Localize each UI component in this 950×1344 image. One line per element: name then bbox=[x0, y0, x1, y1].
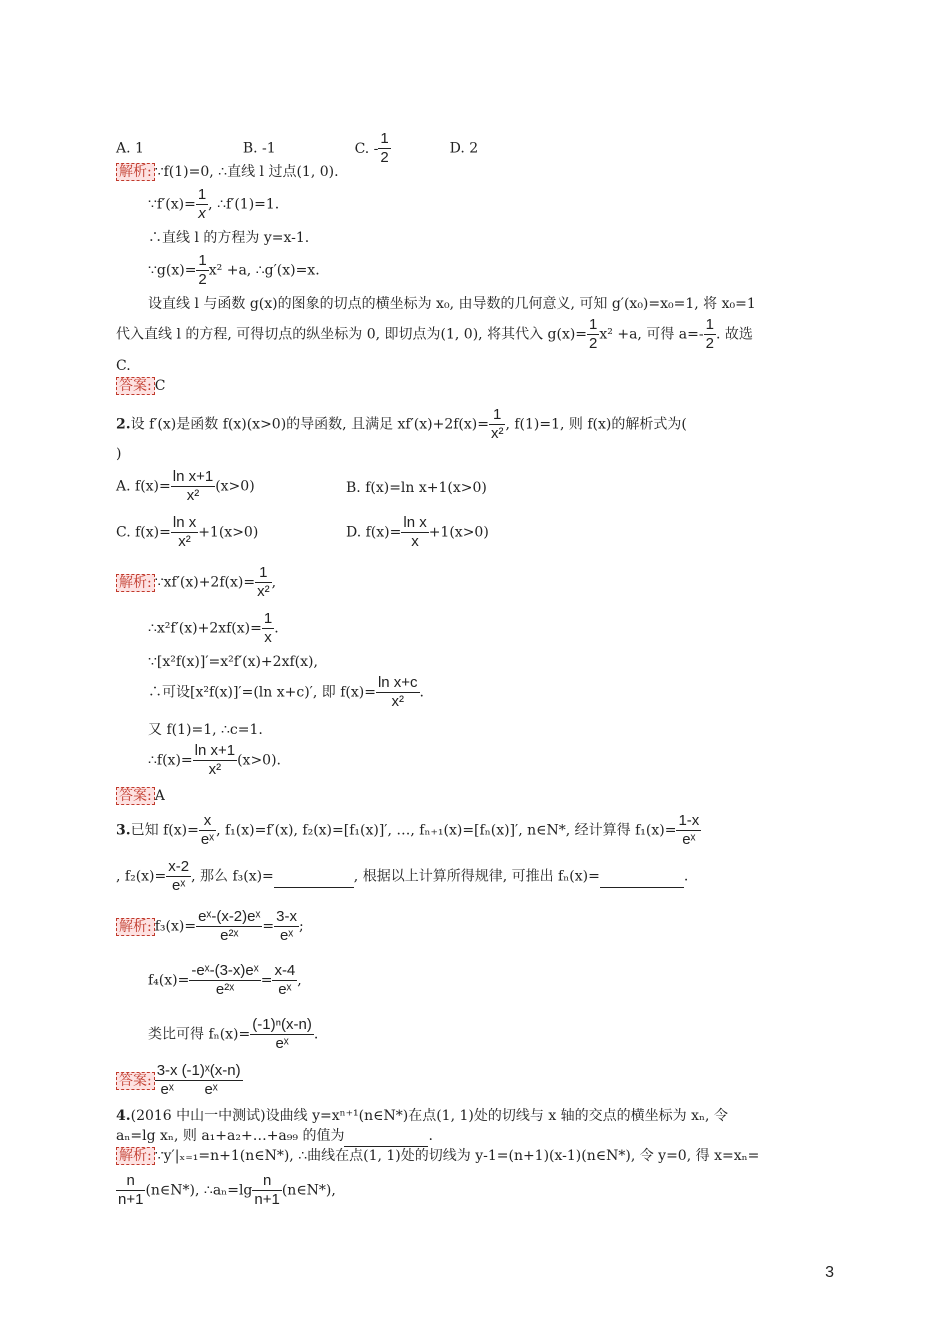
answer-blank bbox=[600, 867, 684, 888]
page-number: 3 bbox=[825, 1264, 834, 1281]
answer-tag: 答案: bbox=[116, 787, 155, 805]
q1-answer: 答案: C bbox=[116, 376, 165, 396]
q3-analysis-line-3: 类比可得 fₙ(x)= $\frac{\text{(-1)ⁿ(x-n)}}{\text{eˣ}}$ . bbox=[148, 1016, 319, 1052]
q2-option-a: A. f(x)= $\frac{\text{ln x+1}}{\text{x²}}$ (x>0) bbox=[116, 468, 255, 504]
q2-answer: 答案: A bbox=[116, 786, 165, 806]
analysis-tag: 解析: bbox=[116, 918, 155, 936]
q2-option-b: B. f(x)=ln x+1(x>0) bbox=[346, 480, 487, 496]
q4-analysis-line-2: $\frac{n}{n+1}$ (n∈N*), ∴aₙ=lg $\frac{n}{n+1}$ (n∈N*), bbox=[118, 1172, 336, 1208]
q1-analysis-line-5: 设直线 l 与函数 g(x)的图象的切点的横坐标为 x₀, 由导数的几何意义, 可知 g′(x₀)=x₀=1, 将 x₀=1 bbox=[148, 296, 756, 312]
q3-answer: 答案: $\frac{3-x}{\text{eˣ}}$ $\frac{\text{(-1)ˣ(x-n)}}{\text{eˣ}}$ bbox=[116, 1062, 243, 1099]
q1-analysis-line-6: 代入直线 l 的方程, 可得切点的纵坐标为 0, 即切点为(1, 0), 将其代入 g(x)= $\frac{1}{2}$ x² +a, 可得 a=- $\frac{1}{2}$ . 故选 bbox=[116, 316, 753, 352]
q3-stem-line-2: , f₂(x)= $\frac{x-2}{\text{eˣ}}$ , 那么 f₃(x)= , 根据以上计算所得规律, 可推出 fₙ(x)= . bbox=[116, 858, 689, 894]
q1-analysis-line-3: ∴直线 l 的方程为 y=x-1. bbox=[148, 230, 310, 246]
q1-analysis-line-1: 解析: ∵f(1)=0, ∴直线 l 过点(1, 0). bbox=[116, 162, 339, 182]
q1-option-b: B. -1 bbox=[242, 140, 276, 157]
answer-tag: 答案: bbox=[116, 377, 155, 395]
q1-option-d: D. 2 bbox=[449, 140, 479, 157]
q1-analysis-line-4: ∵g(x)= $\frac{1}{2}$ x² +a, ∴g′(x)=x. bbox=[148, 252, 320, 288]
q4-stem-line-1: 4.(2016 中山一中测试)设曲线 y=xⁿ⁺¹(n∈N*)在点(1, 1)处的切线与 x 轴的交点的横坐标为 xₙ, 令 bbox=[116, 1108, 728, 1124]
q4-stem-line-2: aₙ=lg xₙ, 则 a₁+a₂+…+a₉₉ 的值为 . bbox=[116, 1126, 433, 1147]
q1-analysis-line-7: C. bbox=[116, 358, 131, 374]
analysis-tag: 解析: bbox=[116, 1147, 155, 1165]
q4-analysis-line-1: 解析: ∵y′|ₓ₌₁=n+1(n∈N*), ∴曲线在点(1, 1)处的切线为 y-1=(n+1)(x-1)(n∈N*), 令 y=0, 得 x=xₙ= bbox=[116, 1146, 759, 1166]
q2-analysis-line-2: ∴x²f′(x)+2xf(x)= $\frac{1}{x}$ . bbox=[148, 610, 279, 646]
q1-option-a: A. 1 bbox=[116, 140, 144, 157]
q2-stem: 2.设 f′(x)是函数 f(x)(x>0)的导函数, 且满足 xf′(x)+2f(x)= $\frac{1}{\text{x²}}$ , f(1)=1, 则 f(x)的解析式为( bbox=[116, 406, 687, 442]
q1-option-c: C. - $\frac{1}{2}$ bbox=[354, 130, 389, 166]
q2-option-d: D. f(x)= $\frac{\text{ln x}}{x}$ +1(x>0) bbox=[346, 514, 489, 550]
q3-analysis-line-1: 解析: f₃(x)= $\frac{\text{eˣ-(x-2)eˣ}}{\text{e²ˣ}}$ = $\frac{3-x}{\text{eˣ}}$ ; bbox=[116, 908, 304, 945]
q2-analysis-line-1: 解析: ∵xf′(x)+2f(x)= $\frac{1}{\text{x²}}$ , bbox=[116, 564, 276, 601]
answer-tag: 答案: bbox=[116, 1072, 155, 1090]
q2-analysis-line-3: ∵[x²f(x)]′=x²f′(x)+2xf(x), bbox=[148, 654, 318, 670]
q2-stem-close: ) bbox=[116, 446, 122, 462]
q2-analysis-line-5: 又 f(1)=1, ∴c=1. bbox=[148, 722, 263, 738]
q2-option-c: C. f(x)= $\frac{\text{ln x}}{\text{x²}}$ +1(x>0) bbox=[116, 514, 259, 550]
answer-blank bbox=[274, 867, 354, 888]
analysis-tag: 解析: bbox=[116, 574, 155, 592]
q1-analysis-line-2: ∵f′(x)= $\frac{1}{x}$ , ∴f′(1)=1. bbox=[148, 186, 280, 222]
q2-analysis-line-4: ∴可设[x²f(x)]′=(ln x+c)′, 即 f(x)= $\frac{\text{ln x+c}}{\text{x²}}$ . bbox=[148, 674, 424, 710]
q2-analysis-line-6: ∴f(x)= $\frac{\text{ln x+1}}{\text{x²}}$ (x>0). bbox=[148, 742, 282, 778]
q3-analysis-line-2: f₄(x)= $\frac{\text{-eˣ-(3-x)eˣ}}{\text{e²ˣ}}$ = $\frac{x-4}{\text{eˣ}}$ , bbox=[148, 962, 302, 998]
analysis-tag: 解析: bbox=[116, 163, 155, 181]
answer-blank bbox=[344, 1126, 428, 1147]
q3-stem: 3.已知 f(x)= $\frac{x}{\text{eˣ}}$ , f₁(x)=f′(x), f₂(x)=[f₁(x)]′, …, fₙ₊₁(x)=[fₙ(x)]′, n∈N*, 经计算得 f₁(x)= $\frac{1-x}{\text{eˣ}}$ bbox=[116, 812, 700, 848]
